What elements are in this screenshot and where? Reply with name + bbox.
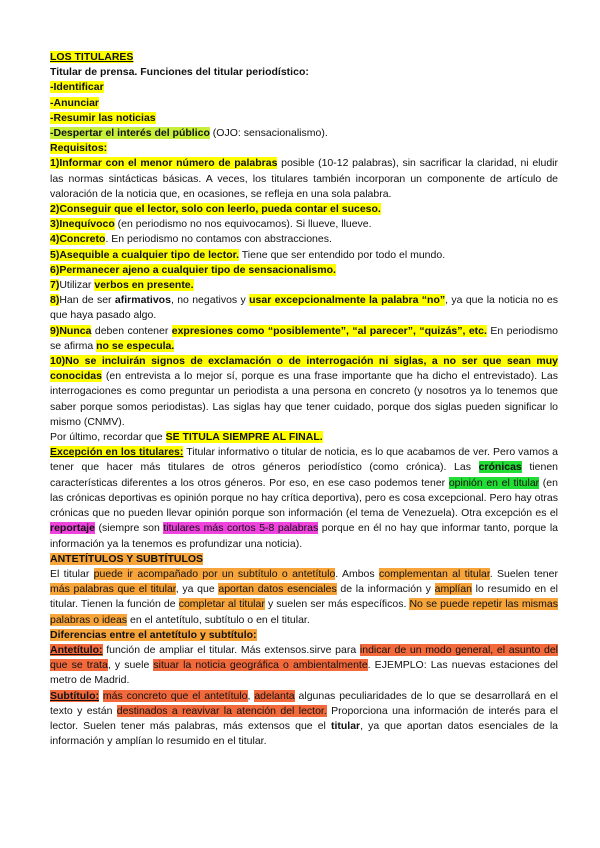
subtitulo-highlight: adelanta	[254, 689, 295, 702]
function-item	[50, 80, 558, 95]
req-number: 7)	[50, 279, 60, 292]
antetitulo-text: . EJEMPLO: Las nuevas estaciones del metro de Madrid.	[50, 659, 559, 687]
subtitulo-text: ,	[247, 689, 255, 702]
ante-text: lo resumido en el titular. Tienen la función de	[50, 583, 558, 611]
exc-short-titles: titulares más cortos 5-8 palabras	[163, 522, 319, 535]
subtitulo-highlight: más concreto que el antetítulo	[102, 689, 248, 702]
requirement-2	[50, 202, 558, 217]
exc-text: Titular informativo o titular de noticia, es lo que acabamos de ver. Pero vamos a tener que hacer más titulares de otros géneros periodístico (como crónica). Las	[50, 446, 558, 474]
function-label: -Despertar el interés del público	[50, 127, 210, 140]
ante-highlight: complementan al titular	[378, 567, 490, 580]
requirement-7	[50, 278, 558, 293]
final-note	[50, 430, 558, 445]
antetitulo-text: función de ampliar el titular. Más extensos.sirve para	[102, 643, 360, 656]
req-highlight: 3)Inequívoco	[50, 218, 115, 231]
exc-cronicas: crónicas	[478, 461, 522, 474]
req-text: En periodismo se afirma	[50, 324, 558, 352]
exceptions-heading: Excepción en los titulares:	[50, 446, 184, 459]
requirements-heading	[50, 141, 558, 156]
req-highlight: 5)Asequible a cualquier tipo de lector.	[50, 248, 240, 261]
req-text: (en entrevista a lo mejor sí, porque es una frase importante que ha dicho el entrevistado). Las interrogaciones es como preguntar un periodista a una persona en concreto (y nosotros ya lo tenemos que saber porque somos periodistas). Las siglas hay que tener cuidado, porque dos siglas pueden significar lo mismo (CNMV).	[50, 370, 558, 428]
req-text: . En periodismo no contamos con abstracciones.	[105, 233, 332, 246]
req-text: , no negativos y	[170, 294, 250, 307]
antetitulo-highlight: situar la noticia geográfica o ambientalmente	[153, 659, 368, 672]
title-text: LOS TITULARES	[50, 51, 134, 63]
req-text: Han de ser	[59, 294, 115, 307]
function-item	[50, 126, 558, 141]
requirement-10	[50, 354, 558, 430]
req-number: 8)	[50, 294, 60, 307]
requirement-5	[50, 248, 558, 263]
exc-text: porque en él no hay que informar tanto, porque la información ya la tenemos es profundizar una noticia).	[50, 522, 558, 550]
req-highlight: 9)Nunca	[50, 324, 92, 337]
subtitulo-text: Proporciona una información de interés para el lector. Suelen tener más palabras, más extensos que el	[50, 704, 559, 732]
requirement-6	[50, 263, 558, 278]
ante-text: en el antetítulo, subtítulo o en el titular.	[127, 613, 310, 626]
ante-text: El titular	[50, 567, 94, 580]
antetitulo-text: , y suele	[107, 659, 154, 672]
ante-highlight: aportan datos esenciales	[218, 583, 337, 596]
function-item	[50, 111, 558, 126]
req-text: posible (10-12 palabras), sin sacrificar la claridad, ni eludir las normas sintácticas básicas. A veces, los titulares también incorporan un componente de artículo de valoración de la noticia que, en ocasiones, se refleja en una sola palabra.	[50, 157, 559, 200]
ante-highlight: amplían	[434, 583, 472, 596]
function-label: -Identificar	[50, 81, 104, 94]
subtitulo-text: algunas peculiaridades de lo que se desarrollará en el texto y están	[50, 689, 558, 717]
requirement-3	[50, 217, 558, 232]
subtitulo-text: , ya que aportan datos esenciales de la información y amplían lo resumido en el titular.	[50, 719, 558, 748]
document-body	[50, 50, 558, 749]
function-item	[50, 96, 558, 111]
ante-highlight: puede ir acompañado por un subtítulo o antetítulo	[93, 567, 336, 580]
subtitulo-bold: titular	[330, 719, 361, 732]
antetitulos-paragraph	[50, 567, 558, 628]
ante-highlight: completar al titular	[178, 598, 265, 611]
ante-text: . Ambos	[335, 567, 379, 580]
req-highlight: 10)No se incluirán signos de exclamación o de interrogación ni siglas, a no ser que sean muy conocidas	[50, 355, 558, 383]
ante-text: , ya que	[175, 583, 219, 596]
req-text: Utilizar	[59, 279, 95, 292]
requirement-4	[50, 232, 558, 247]
exc-text: (en las crónicas deportivas es opinión porque no hay crítica deportiva), pero es cosa excepcional. Pero hay otras crónicas que no pueden llevar opinión porque son información (el tema de Venezuela). Otra excepción es el	[50, 476, 558, 520]
req-bold: afirmativos	[114, 294, 171, 307]
requirement-9	[50, 324, 558, 354]
req-highlight: usar excepcionalmente la palabra “no”	[249, 294, 446, 307]
req-text: , ya que la noticia no es que haya pasado algo.	[50, 294, 559, 322]
exc-opinion: opinión en el titular	[448, 476, 540, 489]
differences-heading	[50, 628, 558, 643]
requirement-1	[50, 156, 558, 202]
exc-text: tienen características diferentes a los otros géneros. Por eso, en ese caso podemos tener	[50, 461, 558, 489]
req-text: (en periodismo no nos equivocamos). Si llueve, llueve.	[114, 218, 372, 231]
subtitulo-highlight: destinados a reavivar la atención del lector.	[116, 704, 327, 717]
subtitle-text: Titular de prensa. Funciones del titular periodístico:	[50, 66, 309, 79]
antetitulos-heading	[50, 552, 558, 567]
final-text: Por último, recordar que	[50, 431, 166, 444]
requirement-8	[50, 293, 558, 323]
antetitulo-label: Antetítulo:	[50, 643, 103, 656]
ante-text: y suelen ser más específicos.	[264, 598, 410, 611]
req-text: deben contener	[91, 324, 172, 337]
page-title	[50, 50, 558, 65]
exceptions-paragraph	[50, 445, 558, 551]
exc-reportaje: reportaje	[50, 522, 95, 535]
antetitulos-heading-text: ANTETÍTULOS Y SUBTÍTULOS	[50, 552, 204, 565]
ante-text: de la información y	[336, 583, 435, 596]
subtitulo-label: Subtítulo:	[50, 689, 99, 702]
final-highlight: SE TITULA SIEMPRE AL FINAL.	[165, 431, 323, 444]
ante-text: . Suelen tener	[489, 567, 558, 580]
ante-highlight: No se puede repetir las mismas palabras o ideas	[50, 598, 558, 626]
antetitulo-paragraph	[50, 643, 558, 689]
req-highlight: verbos en presente.	[94, 279, 194, 292]
exc-text: (siempre son	[94, 522, 164, 535]
requirements-label: Requisitos:	[50, 142, 108, 155]
req-highlight: 4)Concreto	[50, 233, 106, 246]
req-highlight: 1)Informar con el menor número de palabras	[50, 157, 278, 170]
function-label: -Resumir las noticias	[50, 111, 156, 124]
differences-heading-text: Diferencias entre el antetítulo y subtítulo:	[50, 628, 257, 641]
function-label: -Anunciar	[50, 96, 100, 109]
subtitulo-paragraph	[50, 689, 558, 750]
req-text: Tiene que ser entendido por todo el mundo.	[239, 248, 446, 261]
ante-highlight: más palabras que el titular	[50, 583, 176, 596]
function-note: (OJO: sensacionalismo).	[209, 127, 328, 140]
antetitulo-highlight: indicar de un modo general, el asunto del que se trata	[50, 643, 558, 672]
req-highlight: expresiones como “posiblemente”, “al parecer”, “quizás”, etc.	[171, 324, 487, 337]
req-highlight: 2)Conseguir que el lector, solo con leerlo, pueda contar el suceso.	[50, 203, 381, 216]
req-highlight: 6)Permanecer ajeno a cualquier tipo de sensacionalismo.	[50, 263, 336, 276]
section-subtitle	[50, 65, 558, 80]
req-highlight: no se especula.	[96, 339, 175, 352]
